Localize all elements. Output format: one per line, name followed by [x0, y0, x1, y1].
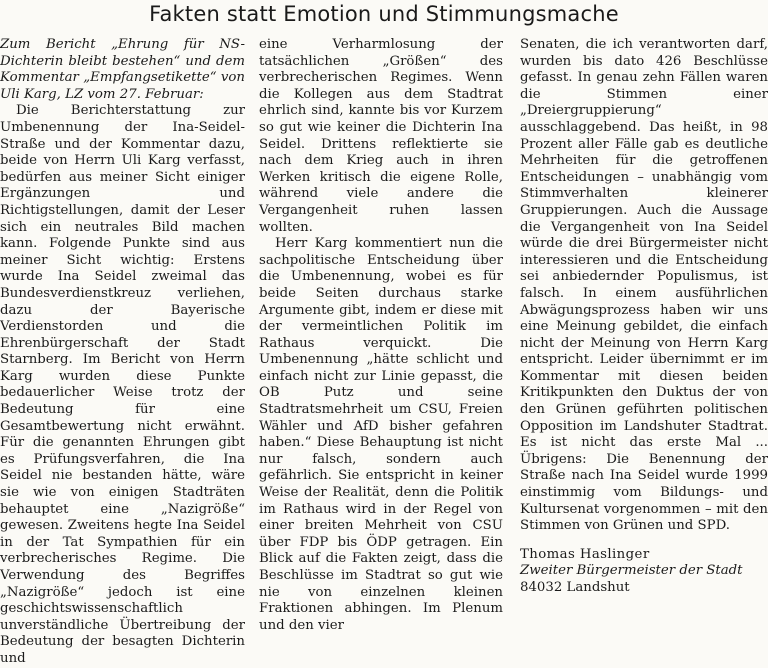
- intro-reference: Zum Bericht „Ehrung für NS-Dichterin bleibt bestehen“ und dem Kommentar „Empfangsetikette“ von Uli Karg, LZ vom 27. Februar:: [0, 37, 245, 102]
- text-column-3: [520, 37, 768, 597]
- paragraph-1-part-b: eine Verharmlosung der tatsächlichen „Größen“ des verbrecherischen Regimes. Wenn die Kollegen aus dem Stadtrat ehrlich sind, kannte bis vor Kurzem so gut wie keiner die Dichterin Ina Seidel. Drittens reflektierte sie nach dem Krieg auch in ihren Werken kritisch die eigene Rolle, während viele andere die Vergangenheit ruhen lassen wollten.: [259, 37, 503, 235]
- article-title: Fakten statt Emotion und Stimmungsmache: [149, 2, 619, 26]
- paragraph-1-part-a: Die Berichterstattung zur Umbenennung der Ina-Seidel-Straße und der Kommentar dazu, beide von Herrn Uli Karg verfasst, bedürfen aus meiner Sicht einiger Ergänzungen und Richtigstellungen, damit der Leser sich ein neutrales Bild machen kann. Folgende Punkte sind aus meiner Sicht wichtig: Erstens wurde Ina Seidel zweimal das Bundesverdienstkreuz verliehen, dazu der Bayerische Verdienstorden und die Ehrenbürgerschaft der Stadt Starnberg. Im Bericht von Herrn Karg wurden diese Punkte bedauerlicher Weise trotz der Bedeutung für eine Gesamtbewertung nicht erwähnt. Für die genannten Ehrungen gibt es Prüfungsverfahren, die Ina Seidel nie bestanden hätte, wäre sie wie von einigen Stadträten behauptet eine „Nazigröße“ gewesen. Zweitens hegte Ina Seidel in der Tat Sympathien für ein verbrecherisches Regime. Die Verwendung des Begriffes „Nazigröße“ jedoch ist eine geschichtswissenschaftlich unverständliche Übertreibung der Bedeutung der besagten Dichterin und: [0, 103, 245, 666]
- paragraph-2-part-b: Senaten, die ich verantworten darf, wurden bis dato 426 Beschlüsse gefasst. In genau zehn Fällen waren die Stimmen einer „Dreiergruppierung“ ausschlaggebend. Das heißt, in 98 Prozent aller Fälle gab es deutliche Mehrheiten für die getroffenen Entscheidungen – unabhängig vom Stimmverhalten kleinerer Gruppierungen. Auch die Aussage die Vergangenheit von Ina Seidel würde die drei Bürgermeister nicht interessieren und die Entscheidung sei anbiedernder Populismus, ist falsch. In einem ausführlichen Abwägungsprozess haben wir uns eine Meinung gebildet, die einfach nicht der Meinung von Herrn Karg entspricht. Leider übernimmt er im Kommentar mit diesen beiden Kritikpunkten den Duktus der von den Grünen geführten politischen Opposition im Landshuter Stadtrat. Es ist nicht das erste Mal ... Übrigens: Die Benennung der Straße nach Ina Seidel wurde 1999 einstimmig vom Bildungs- und Kultursenat vorgenommen – mit den Stimmen von Grünen und SPD.: [520, 37, 768, 534]
- text-column-1: [0, 37, 245, 668]
- signature-name: Thomas Haslinger: [520, 546, 650, 562]
- text-column-2: [259, 37, 503, 634]
- signature-role: Zweiter Bürgermeister der Stadt: [520, 563, 743, 579]
- signature-city: 84032 Landshut: [520, 580, 630, 595]
- paragraph-2-part-a: Herr Karg kommentiert nun die sachpolitische Entscheidung über die Umbenennung, wobei es für beide Seiten durchaus starke Argumente gibt, indem er diese mit der vermeintlichen Politik im Rathaus verquickt. Die Umbenennung „hätte schlicht und einfach nicht zur Linie gepasst, die OB Putz und seine Stadtratsmehrheit um CSU, Freien Wähler und AfD bisher gefahren haben.“ Diese Behauptung ist nicht nur falsch, sondern auch gefährlich. Sie entspricht in keiner Weise der Realität, denn die Politik im Rathaus wird in der Regel von einer breiten Mehrheit von CSU über FDP bis ÖDP getragen. Ein Blick auf die Fakten zeigt, dass die Beschlüsse im Stadtrat so gut wie nie von einzelnen kleinen Fraktionen abhingen. Im Plenum und den vier: [259, 236, 503, 633]
